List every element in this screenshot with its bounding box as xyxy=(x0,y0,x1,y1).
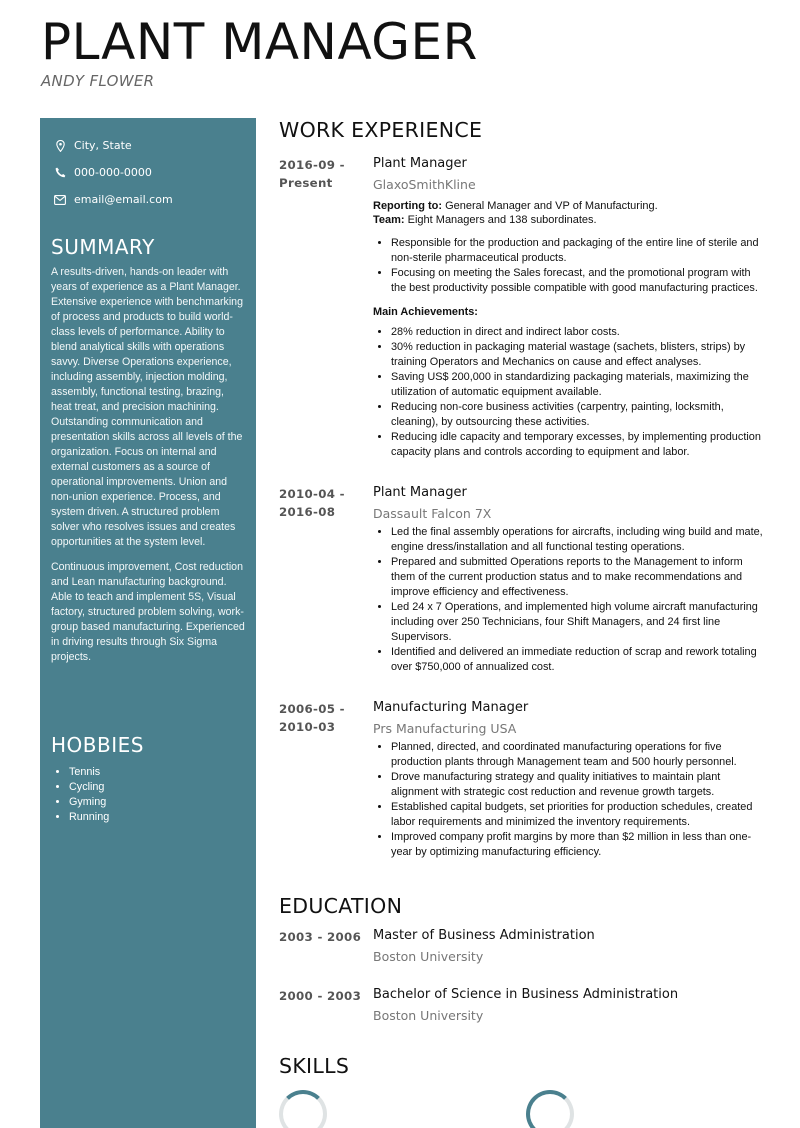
hobby-item: • Running xyxy=(69,810,245,825)
job-body xyxy=(373,700,764,860)
job-body xyxy=(373,156,764,460)
hobby-item: • Cycling xyxy=(69,780,245,795)
job-bullet: • Led the final assembly operations for aircrafts, including wing build and mate, engine dress/installation and all functional testing operations. xyxy=(391,525,764,555)
hobbies-heading: HOBBIES xyxy=(51,733,144,757)
job-date-start: 2010-04 - xyxy=(279,487,345,501)
education-entry xyxy=(279,928,764,965)
main-content xyxy=(279,118,764,1108)
skills-heading: SKILLS xyxy=(279,1054,350,1078)
summary-paragraph: Continuous improvement, Cost reduction and Lean manufacturing background. Able to teach and implement 5S, Visual factory, structured problem solving, work-group based manufacturing. Experienced in driving results through Six Sigma projects. xyxy=(51,561,245,663)
education-degree: Bachelor of Science in Business Administration xyxy=(373,987,679,1002)
sidebar xyxy=(40,118,256,1128)
phone-icon xyxy=(54,167,66,179)
job-team xyxy=(373,213,764,227)
job-entry xyxy=(279,156,764,460)
job-company: Dassault Falcon 7X xyxy=(373,506,492,521)
summary-paragraph: A results-driven, hands-on leader with years of experience as a Plant Manager. Extensive experience with benchmarking of process and products to build world-class levels of performance. Ability to blend analytical skills with operations savvy. Diverse Operations experience, including assembly, injection molding, assembly, functional testing, brazing, heat treat, and precision machining. Outstanding communication and presentation skills across all levels of the organization. Focus on internal and external customers as a source of operational improvements. Union and non-union experience. Process, and system driven. A structured problem solver who resolves issues and creates opportunities at the system level. xyxy=(51,266,243,548)
contact-location xyxy=(54,132,245,159)
education-heading: EDUCATION xyxy=(279,894,403,918)
achievements-label: Main Achievements: xyxy=(373,306,478,318)
education-body xyxy=(373,928,764,965)
job-bullet: • Focusing on meeting the Sales forecast, and the promotional program with the best productivity possible compatible with good manufacturing practices. xyxy=(391,266,764,296)
job-bullet: • Identified and delivered an immediate reduction of scrap and rework totaling over $750,000 of annualized cost. xyxy=(391,645,764,675)
job-dates xyxy=(279,156,373,460)
achievement-item: • 28% reduction in direct and indirect labor costs. xyxy=(391,325,764,340)
work-experience-heading: WORK EXPERIENCE xyxy=(279,118,483,142)
skill-gauge xyxy=(526,1090,574,1128)
education-school: Boston University xyxy=(373,1008,484,1023)
job-bullet: • Established capital budgets, set priorities for production schedules, created labor requirements and minimized the inventory requirements. xyxy=(391,800,764,830)
job-date-end: 2016-08 xyxy=(279,505,336,519)
job-bullets xyxy=(373,236,764,296)
job-bullet: • Led 24 x 7 Operations, and implemented high volume aircraft manufacturing including over 250 Technicians, four Shift Managers, and 24 first line Supervisors. xyxy=(391,600,764,645)
job-body xyxy=(373,485,764,675)
achievement-item: • Reducing idle capacity and temporary excesses, by implementing production capacity plans and controls according to equipment and labor. xyxy=(391,430,764,460)
job-dates xyxy=(279,485,373,675)
job-company: Prs Manufacturing USA xyxy=(373,721,517,736)
candidate-name: ANDY FLOWER xyxy=(41,72,155,90)
team-label: Team: xyxy=(373,214,405,226)
contact-location-text: City, State xyxy=(74,139,132,152)
achievement-item: • 30% reduction in packaging material wastage (sachets, blisters, strips) by training Operators and Mechanics on cause and effect analyses. xyxy=(391,340,764,370)
contact-phone-text: 000-000-0000 xyxy=(74,166,152,179)
contact-email xyxy=(54,186,245,213)
reporting-label: Reporting to: xyxy=(373,200,443,212)
job-role: Plant Manager xyxy=(373,485,467,500)
education-date: 2000 - 2003 xyxy=(279,989,362,1003)
hobby-item: • Tennis xyxy=(69,765,245,780)
contact-phone xyxy=(54,159,245,186)
job-company: GlaxoSmithKline xyxy=(373,177,476,192)
job-bullets xyxy=(373,740,764,860)
skills-row xyxy=(279,1078,764,1108)
contact-email-text: email@email.com xyxy=(74,193,173,206)
education-body xyxy=(373,987,764,1024)
job-bullet: • Improved company profit margins by more than $2 million in less than one-year by optimizing manufacturing efficiency. xyxy=(391,830,764,860)
education-date: 2003 - 2006 xyxy=(279,930,362,944)
job-role: Manufacturing Manager xyxy=(373,700,529,715)
achievement-item: • Reducing non-core business activities (carpentry, painting, locksmith, cleaning), by outsourcing these activities. xyxy=(391,400,764,430)
job-bullets xyxy=(373,525,764,675)
resume-header xyxy=(41,14,478,90)
hobbies-list xyxy=(51,765,245,825)
job-entry xyxy=(279,700,764,860)
job-date-start: 2016-09 - xyxy=(279,158,345,172)
skill-gauge xyxy=(279,1090,327,1128)
summary-heading: SUMMARY xyxy=(51,235,155,259)
reporting-value: General Manager and VP of Manufacturing. xyxy=(442,200,658,212)
job-bullet: • Prepared and submitted Operations reports to the Management to inform them of the current production status and to make recommendations and improve efficiency and effectiveness. xyxy=(391,555,764,600)
location-pin-icon xyxy=(54,140,66,152)
education-entry xyxy=(279,987,764,1024)
job-reporting xyxy=(373,199,764,213)
job-bullet: • Drove manufacturing strategy and quality initiatives to maintain plant alignment with strategic cost reduction and revenue growth targets. xyxy=(391,770,764,800)
achievement-item: • Saving US$ 200,000 in standardizing packaging materials, maximizing the utilization of automatic equipment available. xyxy=(391,370,764,400)
education-degree: Master of Business Administration xyxy=(373,928,595,943)
education-school: Boston University xyxy=(373,949,484,964)
job-role: Plant Manager xyxy=(373,156,467,171)
job-bullet: • Responsible for the production and packaging of the entire line of sterile and non-sterile pharmaceutical products. xyxy=(391,236,764,266)
job-entry xyxy=(279,485,764,675)
job-bullet: • Planned, directed, and coordinated manufacturing operations for five production plants through Management team and 500 hourly personnel. xyxy=(391,740,764,770)
achievements-list xyxy=(373,325,764,460)
team-value: Eight Managers and 138 subordinates. xyxy=(404,214,597,226)
contact-list xyxy=(51,132,245,213)
job-date-end: Present xyxy=(279,176,333,190)
envelope-icon xyxy=(54,194,66,206)
job-dates xyxy=(279,700,373,860)
job-date-end: 2010-03 xyxy=(279,720,336,734)
hobby-item: • Gyming xyxy=(69,795,245,810)
job-date-start: 2006-05 - xyxy=(279,702,345,716)
job-title: PLANT MANAGER xyxy=(41,13,478,71)
